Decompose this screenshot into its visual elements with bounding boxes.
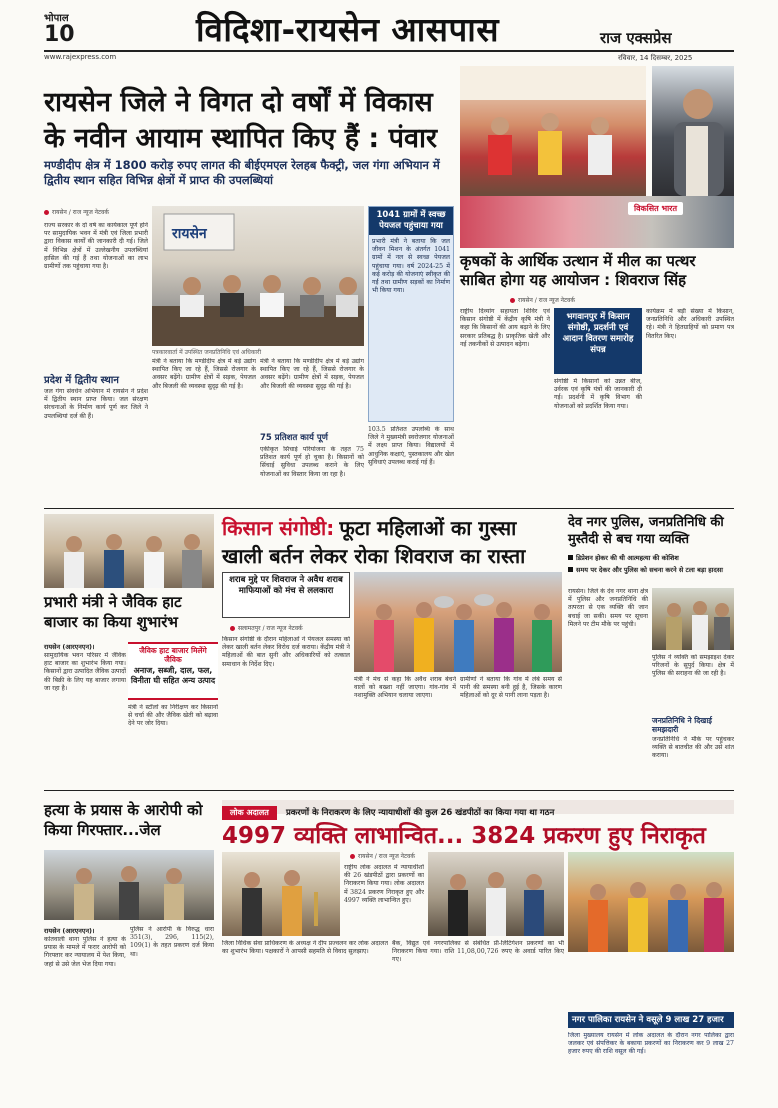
kisan-para2: मंत्री ने मंच से कहा कि अवैध शराब बेचने वालों को बख्शा नहीं जाएगा। गांव-गांव में नशामुक्ति अभियान चलाया जाएगा।	[354, 676, 456, 700]
police-bullet-1-text: डिप्रेशन होकर की थी आत्महत्या की कोशिश	[576, 554, 679, 562]
women-protest-photo	[354, 572, 562, 672]
police-box-title: जनप्रतिनिधि ने दिखाई समझदारी	[652, 716, 712, 734]
police-para2: पुलिस ने व्यक्ति को समझाइश देकर परिजनों के सुपुर्द किया। क्षेत्र में पुलिस की सराहना की जा रही है।	[652, 654, 734, 678]
water-supply-box	[368, 206, 454, 422]
lead-byline-text: रायसेन / राज न्यूज नेटवर्क	[52, 209, 109, 216]
lead-subhead-state: प्रदेश में द्वितीय स्थान	[44, 375, 119, 386]
bhagwanpur-box	[554, 308, 642, 374]
arrest-para2: पुलिस ने आरोपी के विरुद्ध धारा 351(3), 296, 115(2), 109(1) के तहत प्रकरण दर्ज किया था।	[130, 926, 214, 958]
lead-press-conference-photo	[152, 206, 364, 346]
kisan-event-photo	[460, 196, 734, 248]
lead-para4: एकीकृत सिंचाई परियोजना के तहत 75 प्रतिशत कार्य पूर्ण हो चुका है। किसानों को सिंचाई सुविधा उपलब्ध कराने के लिए योजनाओं का विस्तार किया जा रहा है।	[260, 446, 364, 478]
lead-subhead-75: 75 प्रतिशत कार्य पूर्ण	[260, 433, 328, 443]
kisan-byline-text: सलामतपुर / राज न्यूज नेटवर्क	[238, 625, 303, 632]
section-title: विदिशा-रायसेन आसपास	[196, 10, 500, 49]
kisan-para1: किसान संगोष्ठी के दौरान महिलाओं ने पेयजल समस्या को लेकर खाली बर्तन लेकर विरोध दर्ज कराया। केंद्रीय मंत्री ने महिलाओं की बात सुनी और अधिकारियों को तत्काल समाधान के निर्देश दिए।	[222, 636, 350, 668]
event-banner: विकसित भारत	[628, 202, 683, 215]
lok-adalat-para3: बैंक, विद्युत एवं नगरपालिका से संबंधित प्री-लिटिगेशन प्रकरणों का भी निराकरण किया गया। राशि 11,08,00,726 रुपए के अवार्ड पारित किए गए।	[392, 940, 564, 964]
arrest-para1: कोतवाली थाना पुलिस ने हत्या के प्रयास के मामले में फरार आरोपी को गिरफ्तार कर न्यायालय में पेश किया, जहां से उसे जेल भेज दिया गया।	[44, 936, 126, 968]
kisan-headline-line2: खाली बर्तन लेकर रोका शिवराज का रास्ता	[222, 544, 526, 568]
lok-adalat-tag: लोक अदालत	[222, 806, 277, 820]
police-story-headline: देव नगर पुलिस, जनप्रतिनिधि की मुस्तैदी से बच गया व्यक्ति	[568, 515, 724, 547]
kisan-headline-part1: फूटा महिलाओं का गुस्सा	[339, 516, 517, 540]
police-bullet-2	[568, 566, 734, 574]
paper-name: राज एक्सप्रेस	[600, 29, 672, 47]
organic-market-dateline: रायसेन (आरएनएन)।	[44, 643, 95, 651]
kisan-kicker: किसान संगोष्ठी:	[222, 516, 335, 540]
section-divider-2	[44, 790, 734, 791]
square-bullet-icon	[568, 567, 573, 572]
lok-adalat-para2: जिला विधिक सेवा प्राधिकरण के अध्यक्ष ने दीप प्रज्वलन कर लोक अदालत का शुभारंभ किया। पक्षकारों ने आपसी सहमति से विवाद सुलझाए।	[222, 940, 388, 956]
police-para1: रायसेन। जिले के देव नगर थाना क्षेत्र में पुलिस और जनप्रतिनिधि की तत्परता से एक व्यक्ति की जान बचाई जा सकी। समय पर सूचना मिलने पर टीम मौके पर पहुंची।	[568, 588, 648, 628]
lead-byline	[44, 208, 144, 216]
square-bullet-icon	[568, 555, 573, 560]
lead-minister-photo	[652, 66, 734, 196]
police-image-icon	[652, 588, 734, 650]
organic-pullquote-text: अनाज, सब्जी, दाल, फल, विनीता घी सहित अन्य उत्पाद	[130, 666, 216, 685]
arrest-dateline: रायसेन (आरएनएन)।	[44, 927, 95, 935]
lok-adalat-strap-text: प्रकरणों के निराकरण के लिए न्यायाधीशों की कुल 26 खंडपीठों का किया गया था गठन	[285, 808, 555, 818]
lok-adalat-photo-2	[428, 852, 564, 936]
municipality-para1: जिला मुख्यालय रायसेन में लोक अदालत के दौरान नगर पालिका द्वारा जलकर एवं संपत्तिकर के बकाया प्रकरणों का निराकरण कर 9 लाख 27 हजार रुपए की राशि वसूल की गई।	[568, 1032, 734, 1056]
lamp-lighting-image-icon	[222, 852, 340, 936]
right-top-byline-text: रायसेन / राज न्यूज नेटवर्क	[518, 297, 575, 304]
lok-adalat-byline	[350, 852, 415, 860]
lead-para1: राज्य सरकार के दो वर्ष का कार्यकाल पूर्ण होने पर सामुदायिक भवन में मंत्री एवं जिला प्रभारी द्वारा विकास कार्यों की जानकारी दी गई। जिले में विभिन्न क्षेत्रों में उल्लेखनीय उपलब्धियां हासिल की गई हैं तथा योजनाओं का लाभ ग्रामीणों तक पहुंचाया गया है।	[44, 222, 148, 271]
header-divider	[44, 50, 734, 52]
right-top-para3: कार्यक्रम में बड़ी संख्या में किसान, जनप्रतिनिधि और अधिकारी उपस्थित रहे। मंत्री ने हितग्राहियों को प्रमाण पत्र वितरित किए।	[646, 308, 734, 340]
press-conference-image-icon	[152, 206, 364, 346]
lok-adalat-para1: राष्ट्रीय लोक अदालत में न्यायाधीशों की 26 खंडपीठों द्वारा प्रकरणों का निराकरण किया गया। लोक अदालत में 3824 प्रकरण निराकृत हुए और 4997 व्यक्ति लाभान्वित हुए।	[344, 864, 424, 904]
bullet-icon	[230, 626, 235, 631]
arrest-image-icon	[44, 850, 214, 920]
masthead	[0, 0, 778, 66]
city-label: भोपाल	[44, 13, 69, 24]
kisan-stage-photo	[460, 66, 646, 196]
municipality-photo	[568, 852, 734, 952]
right-top-headline: कृषकों के आर्थिक उत्थान में मील का पत्थर साबित होगा यह आयोजन : शिवराज सिंह	[460, 252, 696, 289]
municipality-image-icon	[568, 852, 734, 952]
organic-pullquote-title: जैविक हाट बाजार मिलेंगे जैविक	[139, 646, 207, 664]
protest-image-icon	[354, 572, 562, 672]
bullet-icon	[510, 298, 515, 303]
kisan-byline	[230, 624, 303, 632]
kisan-para3: ग्रामीणों ने बताया कि गांव में लंबे समय से पानी की समस्या बनी हुई है, जिसके कारण महिलाओं को दूर से पानी लाना पड़ता है।	[460, 676, 562, 700]
lead-para4-top: मंत्री ने बताया कि मण्डीदीप क्षेत्र में बड़े उद्योग स्थापित किए जा रहे हैं, जिससे रोजगार के अवसर बढ़ेंगे। ग्रामीण क्षेत्रों में सड़क, पेयजल और बिजली की व्यवस्था सुदृढ़ की गई है।	[260, 358, 364, 390]
liquor-subbox-text: शराब मुद्दे पर शिवराज ने अवैध शराब माफियाओं को मंच से ललकारा	[229, 575, 343, 596]
municipality-headline: नगर पालिका रायसेन ने वसूले 9 लाख 27 हजार	[572, 1015, 724, 1025]
liquor-subbox	[222, 572, 350, 618]
lead-para2: जल गंगा संवर्धन अभियान में रायसेन ने प्रदेश में द्वितीय स्थान प्राप्त किया। जल संरक्षण संरचनाओं के निर्माण कार्य पूर्ण कर जिले ने उपलब्धियां दर्ज की हैं।	[44, 388, 148, 420]
bhagwanpur-box-title: भगवानपुर में किसान संगोष्ठी, प्रदर्शनी एवं आदान वितरण समारोह संपन्न	[562, 312, 634, 355]
lead-photo-caption: पत्रकारवार्ता में उपस्थित जनप्रतिनिधि एवं अधिकारी	[152, 349, 261, 356]
lead-para5: 103.5 प्रतिशत उपलब्धि के साथ जिले ने मुख्यमंत्री स्वरोजगार योजनाओं में लक्ष्य प्राप्त किया। विद्यालयों में आधुनिक कक्षाएं, पुस्तकालय और खेल सुविधाएं उपलब्ध कराई गई हैं।	[368, 426, 454, 466]
date-line: रविवार, 14 दिसम्बर, 2025	[618, 54, 693, 62]
arrest-photo	[44, 850, 214, 920]
organic-market-para2: मंत्री ने स्टॉलों का निरीक्षण कर किसानों से चर्चा की और जैविक खेती को बढ़ावा देने पर जोर दिया।	[128, 704, 218, 728]
page-number: 10	[44, 22, 75, 47]
water-supply-box-title: 1041 ग्रामों में स्वच्छ पेयजल पहुंचाया गया	[369, 207, 453, 235]
police-bullet-2-text: समय पर देकर और पुलिस को सचना करने से टला बड़ा हादसा	[576, 566, 723, 574]
lok-adalat-headline: 4997 व्यक्ति लाभान्वित... 3824 प्रकरण हुए निराकृत	[222, 823, 706, 849]
person-silhouette-icon	[652, 66, 734, 196]
lok-adalat-strap	[222, 800, 734, 818]
lead-subhead: मण्डीदीप क्षेत्र में 1800 करोड़ रुपए लागत की बीईएमएल रेलहब फैक्ट्री, जल गंगा अभियान में द्वितीय स्थान सहित विभिन्न क्षेत्रों में प्राप्त की उपलब्धियां	[44, 158, 440, 187]
organic-market-photo	[44, 514, 214, 588]
lead-headline-line2: के नवीन आयाम स्थापित किए हैं : पंवार	[44, 123, 438, 154]
kisan-sangoshthi-headline-row1	[222, 514, 562, 541]
bullet-icon	[350, 854, 355, 859]
bullet-icon	[44, 210, 49, 215]
police-para3: जनप्रतिनिधि ने मौके पर पहुंचकर व्यक्ति से बातचीत की और उसे शांत कराया।	[652, 736, 734, 760]
right-top-para2: संगोष्ठी में किसानों को उन्नत बीज, उर्वरक एवं कृषि यंत्रों की जानकारी दी गई। प्रदर्शनी में कृषि विभाग की योजनाओं को प्रदर्शित किया गया।	[554, 378, 642, 410]
judges-image-icon	[428, 852, 564, 936]
water-supply-box-text: प्रभारी मंत्री ने बताया कि जल जीवन मिशन के अंतर्गत 1041 ग्रामों में नल से स्वच्छ पेयजल पहुंचाया गया। वर्ष 2024-25 में कई करोड़ की योजनाएं स्वीकृत की गईं तथा ग्रामीण सड़कों का निर्माण भी किया गया।	[372, 238, 450, 295]
right-top-byline	[510, 296, 575, 304]
municipality-headline-bar	[568, 1012, 734, 1028]
lok-adalat-photo-1	[222, 852, 340, 936]
website-link[interactable]: www.rajexpress.com	[44, 53, 117, 61]
police-photo	[652, 588, 734, 650]
organic-market-headline: प्रभारी मंत्री ने जैविक हाट बाजार का किया शुभारंभ	[44, 593, 182, 631]
section-divider-1	[44, 508, 734, 509]
lead-headline-line1: रायसेन जिले ने विगत दो वर्षों में विकास	[44, 87, 433, 118]
lead-para3: मंत्री ने बताया कि मण्डीदीप क्षेत्र में बड़े उद्योग स्थापित किए जा रहे हैं, जिससे रोजगार के अवसर बढ़ेंगे। ग्रामीण क्षेत्रों में सड़क, पेयजल और बिजली की व्यवस्था सुदृढ़ की गई है।	[152, 358, 256, 390]
organic-pullquote	[128, 642, 218, 700]
svg-text:रायसेन: रायसेन	[172, 226, 207, 242]
crowd-image-icon	[44, 514, 214, 588]
police-bullet-1	[568, 554, 734, 562]
arrest-headline: हत्या के प्रयास के आरोपी को किया गिरफ्तार...जेल	[44, 801, 203, 839]
right-top-para1: राष्ट्रीय दिव्यांग सहायता शिविर एवं किसान संगोष्ठी में केंद्रीय कृषि मंत्री ने कहा कि किसानों की आय बढ़ाने के लिए सरकार प्रतिबद्ध है। प्राकृतिक खेती और नई तकनीकों से उत्पादन बढ़ेगा।	[460, 308, 550, 348]
stage-image-icon	[460, 66, 646, 196]
lok-adalat-byline-text: रायसेन / राज न्यूज नेटवर्क	[358, 853, 415, 860]
organic-market-para1: सामुदायिक भवन परिसर में जैविक हाट बाजार का शुभारंभ किया गया। किसानों द्वारा उत्पादित जैविक उत्पादों की बिक्री के लिए यह बाजार लगाया जा रहा है।	[44, 652, 126, 692]
